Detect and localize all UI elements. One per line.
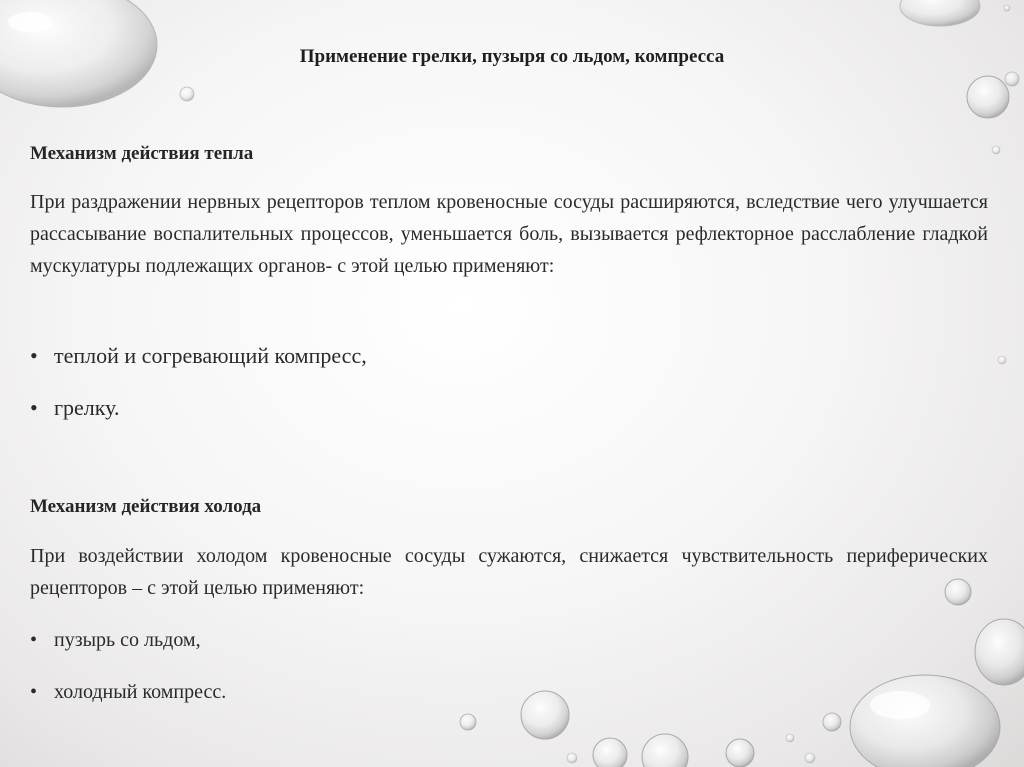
list-item: • холодный компресс. <box>30 678 226 730</box>
cold-remedies-list <box>30 626 226 730</box>
list-item: • грелку. <box>30 393 367 445</box>
cold-section-paragraph: При воздействии холодом кровеносные сосуды сужаются, снижается чувствительность периферических рецепторов – с этой целью применяют: <box>30 545 988 599</box>
cold-section-heading: Механизм действия холода <box>30 496 262 517</box>
warm-section-paragraph: При раздражении нервных рецепторов теплом кровеносные сосуды расширяются, вследствие чего улучшается рассасывание воспалительных процессов, уменьшается боль, вызывается рефлекторное расслабление гладкой мускулатуры подлежащих органов- с этой целью применяют: <box>30 191 988 277</box>
warm-section-heading: Механизм действия тепла <box>30 143 254 164</box>
warm-remedies-list <box>30 341 367 445</box>
list-item: • пузырь со льдом, <box>30 626 226 678</box>
list-item: • теплой и согревающий компресс, <box>30 341 367 393</box>
slide-title: Применение грелки, пузыря со льдом, компресса <box>299 46 725 67</box>
